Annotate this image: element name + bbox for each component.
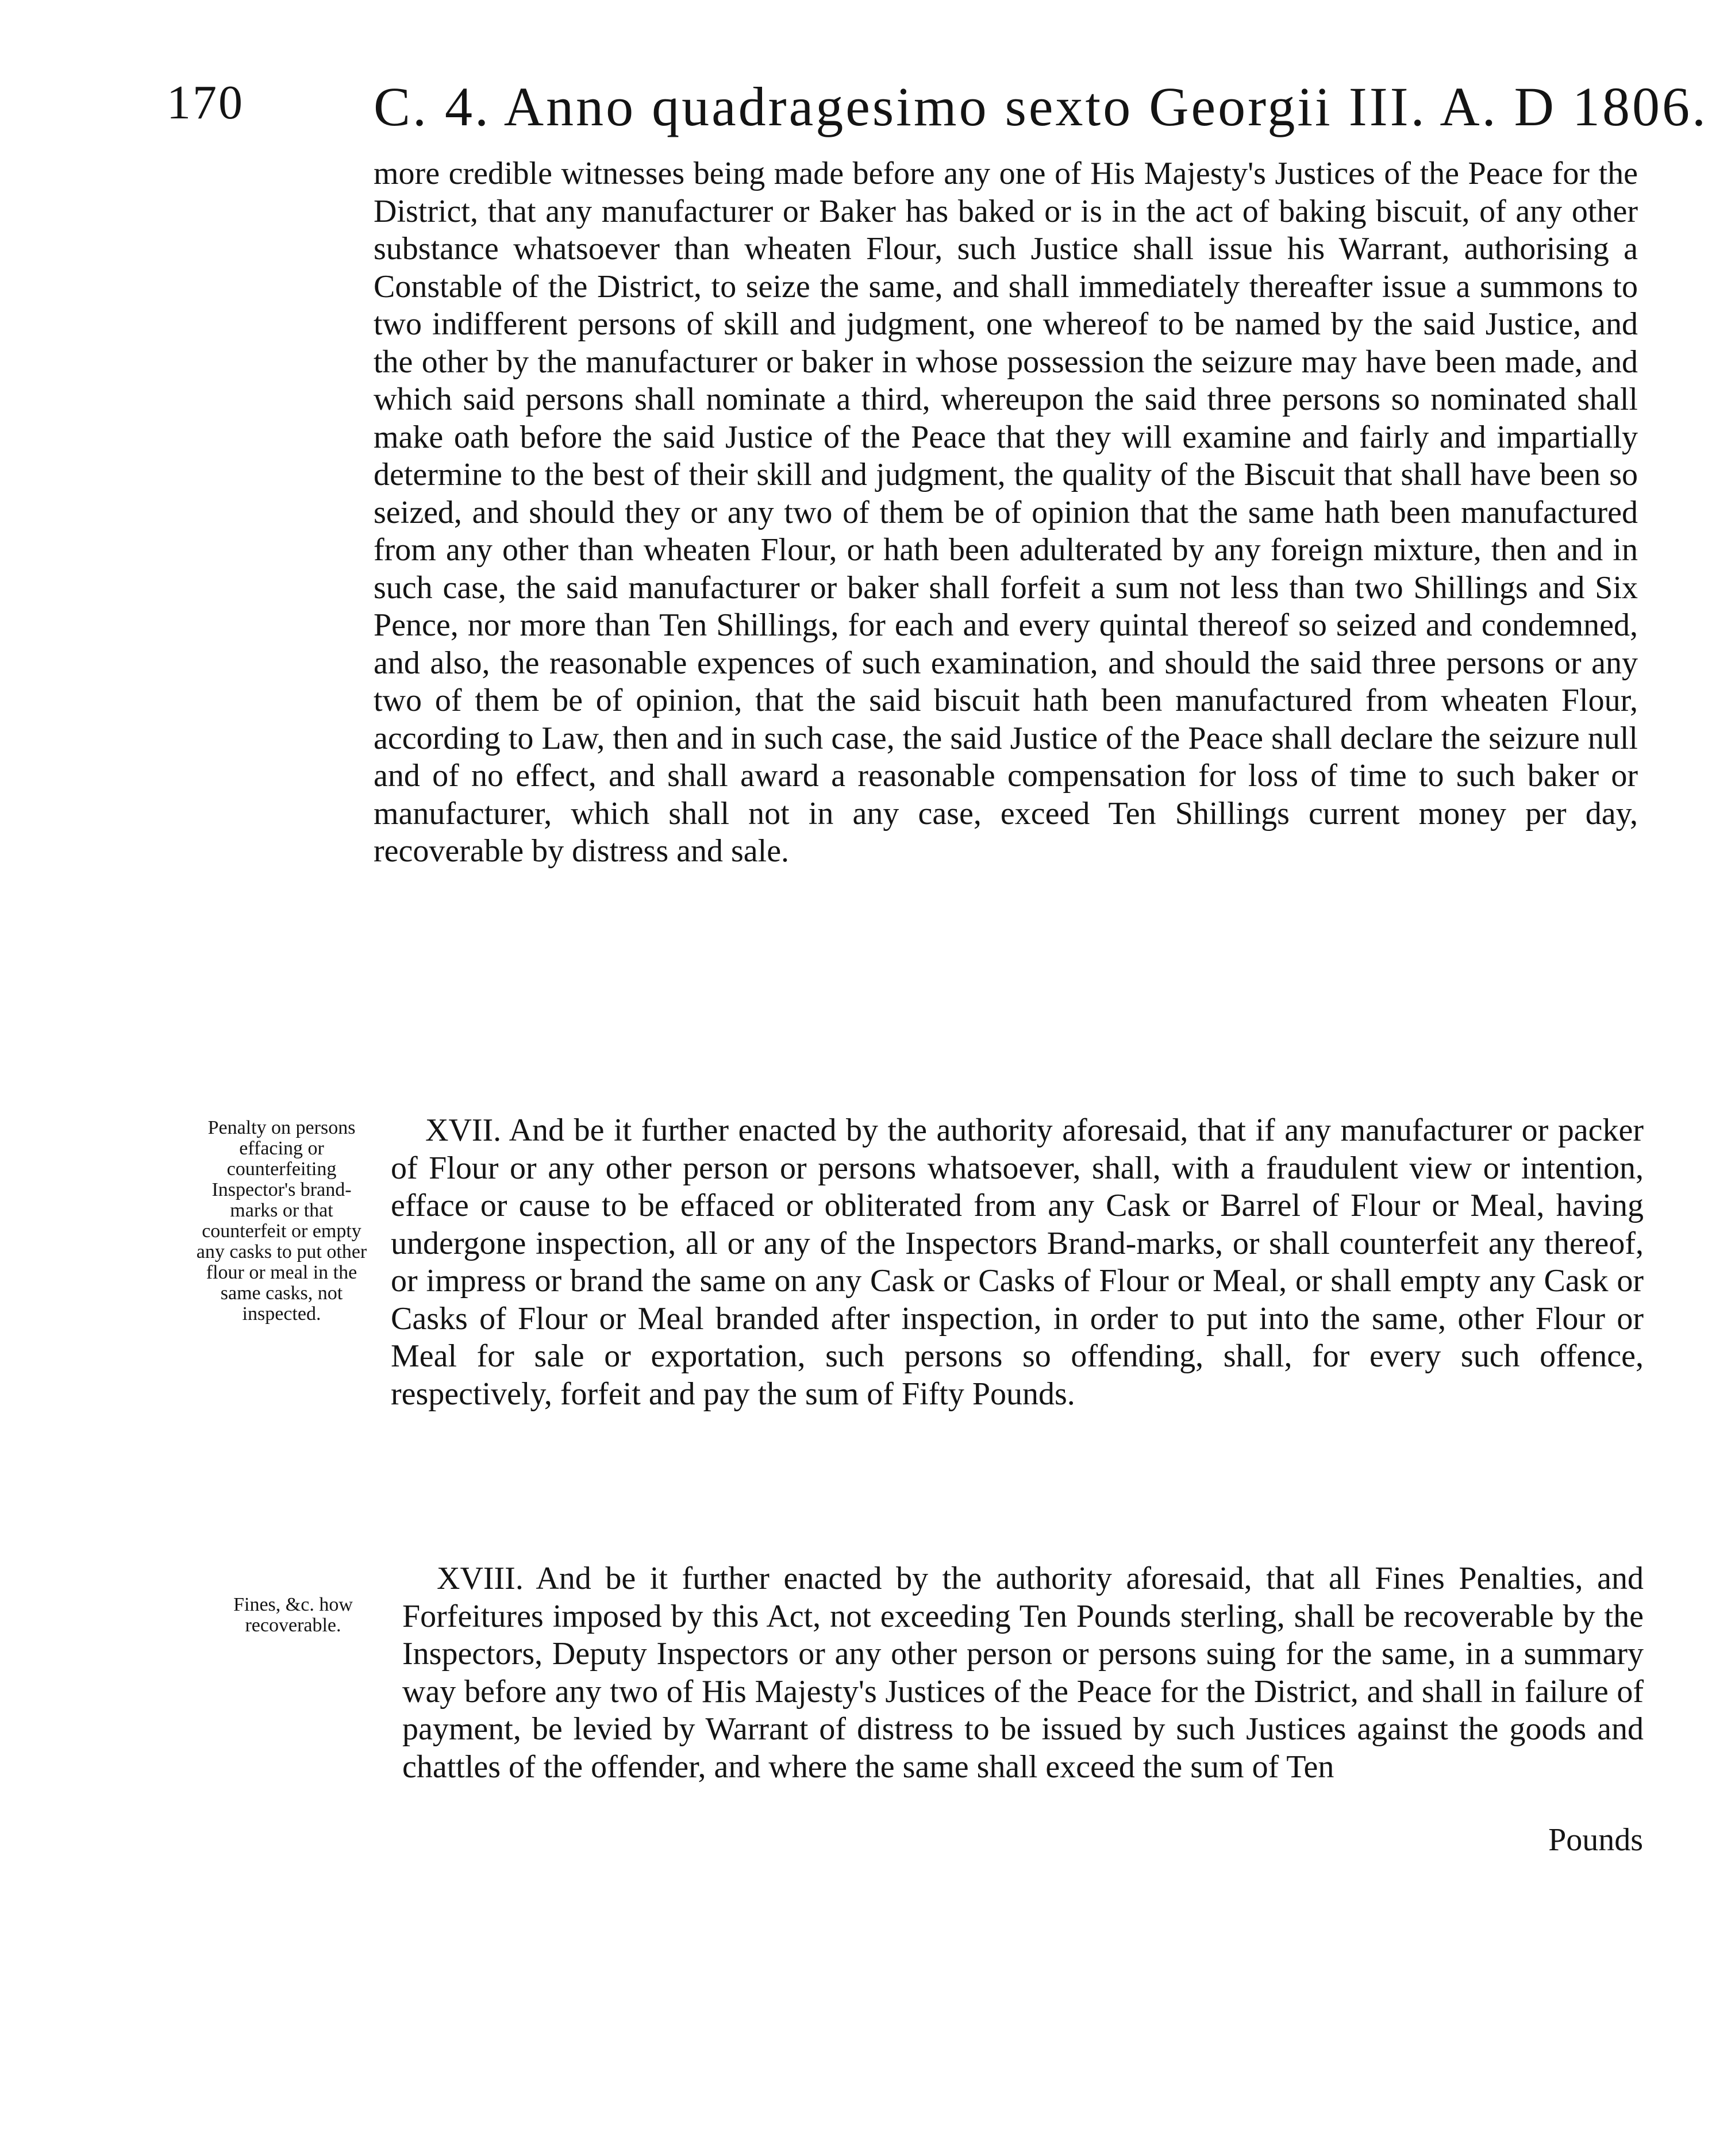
page-header bbox=[167, 75, 1708, 144]
running-title: C. 4. Anno quadragesimo sexto Georgii III. A. D 1806. bbox=[374, 76, 1708, 137]
section-18-paragraph: XVIII. And be it further enacted by the authority aforesaid, that all Fines Penalties, and Forfeitures imposed by this Act, not exceeding Ten Pounds sterling, shall be recoverable by the Inspectors, Deputy Inspectors or any other person or persons suing for the same, in a summary way before any two of His Majesty's Justices of the Peace for the District, and shall in failure of payment, be levied by Warrant of distress to be issued by such Justices against the goods and chattles of the offender, and where the same shall exceed the sum of Ten bbox=[402, 1561, 1644, 1785]
page-number: 170 bbox=[167, 76, 244, 129]
continued-paragraph: more credible witnesses being made before any one of His Majesty's Justices of the Peace for the District, that any manufacturer or Baker has baked or is in the act of baking biscuit, of any other substance whatsoever than wheaten Flour, such Justice shall issue his Warrant, authorising a Constable of the District, to seize the same, and shall immediately thereafter issue a summons to two indifferent persons of skill and judgment, one whereof to be named by the said Justice, and the other by the manufacturer or baker in whose possession the seizure may have been made, and which said persons shall nominate a third, whereupon the said three persons so nominated shall make oath before the said Justice of the Peace that they will examine and fairly and impartially determine to the best of their skill and judgment, the quality of the Biscuit that shall have been so seized, and should they or any two of them be of opinion that the same hath been manufactured from any other than wheaten Flour, or hath been adulterated by any foreign mixture, then and in such case, the said manufacturer or baker shall forfeit a sum not less than two Shillings and Six Pence, nor more than Ten Shillings, for each and every quintal thereof so seized and condemned, and also, the reasonable expences of such examination, and should the said three persons or any two of them be of opinion, that the said biscuit hath been manufactured from wheaten Flour, according to Law, then and in such case, the said Justice of the Peace shall declare the seizure null and of no effect, and shall award a reasonable compensation for loss of time to such baker or manufacturer, which shall not in any case, exceed Ten Shillings current money per day, recoverable by distress and sale. bbox=[374, 156, 1638, 869]
catchword: Pounds bbox=[1548, 1822, 1643, 1858]
marginal-note-section-17: Penalty on persons effacing or counterfeiting Inspector's brand-marks or that counterfeit or empty any casks to put other flour or meal in the same casks, not inspected. bbox=[196, 1117, 367, 1325]
marginal-note-section-18: Fines, &c. how recoverable. bbox=[233, 1594, 353, 1636]
section-17-paragraph: XVII. And be it further enacted by the authority aforesaid, that if any manufacturer or packer of Flour or any other person or persons whatsoever, shall, with a fraudulent view or intention, efface or cause to be effaced or obliterated from any Cask or Barrel of Flour or Meal, having undergone inspection, all or any of the Inspectors Brand-marks, or shall counterfeit any thereof, or impress or brand the same on any Cask or Casks of Flour or Meal, or shall empty any Cask or Casks of Flour or Meal branded after inspection, in order to put into the same, other Flour or Meal for sale or exportation, such persons so offending, shall, for every such offence, respectively, forfeit and pay the sum of Fifty Pounds. bbox=[391, 1112, 1644, 1412]
